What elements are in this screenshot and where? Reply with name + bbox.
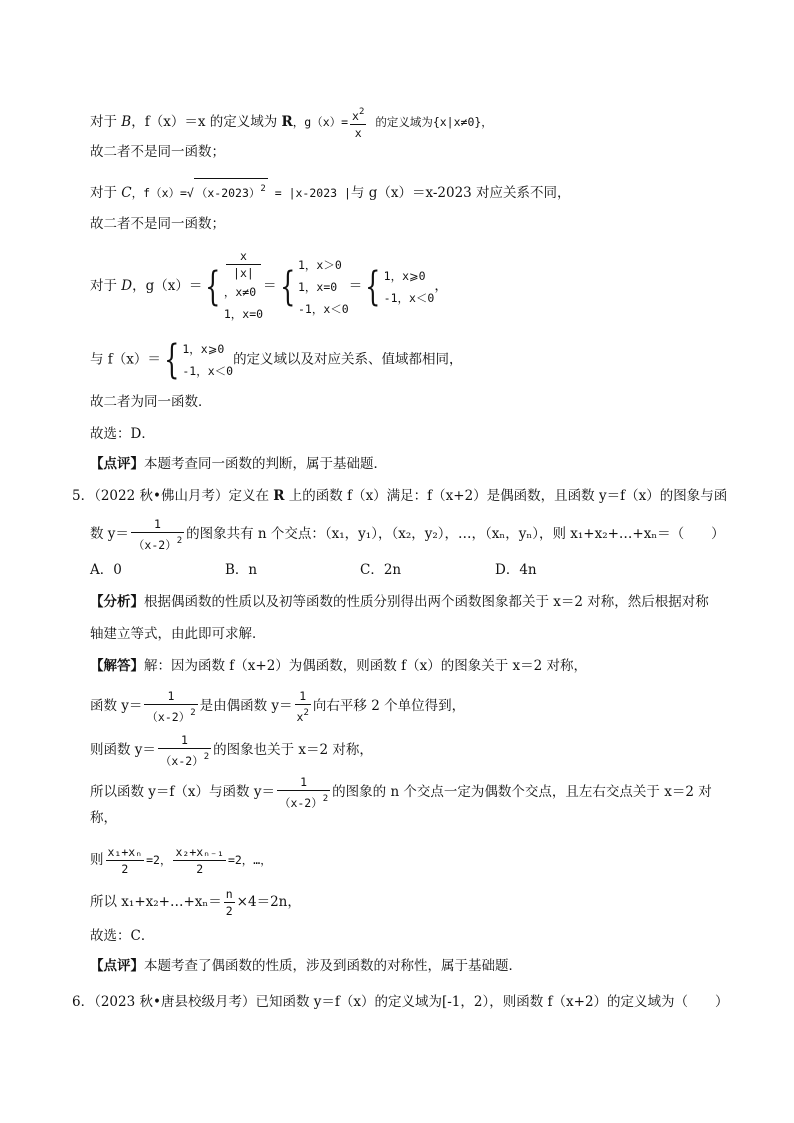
fraction: $\frac{x^2}{x}$ (352, 107, 365, 140)
left-brace: { (365, 263, 381, 310)
line-choose-c: 故选：C． (90, 928, 155, 944)
analysis-line-2: 轴建立等式，由此即可求解． (90, 626, 266, 642)
answer-line-4: 所以函数 y＝f（x）与函数 y＝ $\frac{1}{(x-2)^2}$ 的图象的 n 个交点一定为偶数个交点，且左右交点关于 x＝2 对 (90, 775, 712, 810)
left-brace: { (279, 263, 295, 310)
option-d: D．4n (495, 562, 537, 578)
option-b: B．n (225, 562, 258, 578)
line-same: 故二者为同一函数． (90, 394, 212, 410)
piecewise-cases-f: 1，x⩾0 -1，x＜0 (182, 342, 234, 378)
answer-line-6: 则 $\frac{\text{x₁+xₙ}}{2}$ =2， $\frac{\text{x₂+xₙ₋₁}}{2}$ =2，…， (90, 845, 272, 876)
option-c: C．2n (360, 562, 402, 578)
line-option-b: 对于 B，f（x）＝x 的定义域为 R，g（x）= $\frac{x^2}{x}$ 的定义域为{x|x≠0}， (90, 104, 493, 141)
answer: 【解答】解：因为函数 f（x+2）为偶函数，则函数 f（x）的图象关于 x＝2 对称， (90, 658, 587, 674)
line-option-d: 对于 D，g（x）＝{ x |x| ，x≠0 1，x=0 ＝{ 1，x＞0 1，x=0 -1，x＜0 ＝{ 1，x⩾0 -1，x＜0 ， (90, 248, 448, 325)
comment-1: 【点评】本题考查同一函数的判断，属于基础题． (90, 456, 387, 472)
line-option-c: 对于 C，f（x）=√ $(x-2023)^2 = |x-2023$ |与 g（x）＝x-2023 对应关系不同， (90, 178, 571, 203)
line-compare-f: 与 f（x）＝{ 1，x⩾0 -1，x＜0 的定义域以及对应关系、值域都相同， (90, 337, 463, 383)
piecewise-cases-3: 1，x⩾0 -1，x＜0 (383, 268, 435, 305)
left-brace: { (205, 263, 221, 310)
question-6: 6．（2023 秋•唐县校级月考）已知函数 y＝f（x）的定义域为[-1，2），则函数 f（x+2）的定义域为（ ） (72, 994, 729, 1010)
line-not-same-2: 故二者不是同一函数； (90, 216, 225, 232)
question-5-options (90, 560, 630, 580)
question-5: 5．（2022 秋•佛山月考）定义在 R 上的函数 f（x）满足：f（x+2）是偶函数，且函数 y＝f（x）的图象与函 (72, 488, 728, 504)
answer-line-3: 则函数 y＝ $\frac{1}{(x-2)^2}$ 的图象也关于 x＝2 对称， (90, 733, 373, 768)
sqrt-radicand: $(x-2023)^2$ (194, 178, 268, 203)
line-choose-d: 故选：D． (90, 426, 155, 442)
option-a: A．0 (90, 562, 122, 578)
piecewise-cases-2: 1，x＞0 1，x=0 -1，x＜0 (298, 257, 349, 316)
analysis: 【分析】根据偶函数的性质以及初等函数的性质分别得出两个函数图象都关于 x＝2 对称，然后根据对称 (90, 594, 709, 610)
left-brace: { (163, 337, 180, 383)
comment-2: 【点评】本题考查了偶函数的性质，涉及到函数的对称性，属于基础题． (90, 958, 522, 974)
line-not-same-1: 故二者不是同一函数； (90, 144, 225, 160)
answer-line-5: 称， (90, 810, 117, 826)
answer-line-2: 函数 y＝ $\frac{1}{(x-2)^2}$ 是由偶函数 y＝ $\frac{1}{x^2}$ 向右平移 2 个单位得到， (90, 689, 466, 724)
answer-line-7: 所以 x₁+x₂+…+xₙ＝ $\frac{n}{2}$ ×4＝2n， (90, 887, 301, 918)
question-5-line-2: 数 y＝ $\frac{1}{(x-2)^2}$ 的图象共有 n 个交点：（x₁，y₁），（x₂，y₂），…，（xₙ，yₙ），则 x₁+x₂+…+xₙ＝（ ） (90, 517, 725, 552)
piecewise-cases-1: x |x| ，x≠0 1，x=0 (223, 249, 264, 321)
